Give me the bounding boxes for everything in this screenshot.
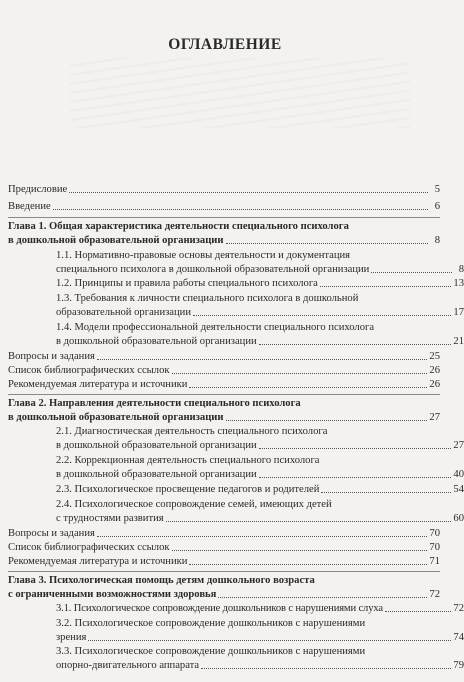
entry-label: 3.2. Психологическое сопровождение дошкольников с нарушениями	[56, 618, 366, 629]
page-number: 13	[453, 278, 464, 289]
leader-dots	[259, 447, 452, 449]
entry-label: 3.3. Психологическое сопровождение дошкольников с нарушениями	[56, 646, 366, 657]
entry-label: зрения	[56, 632, 87, 643]
chapter-heading-line: Глава 1. Общая характеристика деятельности специального психолога	[8, 221, 349, 232]
section-divider	[8, 394, 440, 395]
toc-chapter-2	[8, 397, 440, 425]
page-number: 8	[458, 264, 464, 275]
page-number: 26	[429, 365, 440, 376]
entry-label: Список библиографических ссылок	[8, 542, 170, 553]
page-number: 74	[453, 632, 464, 643]
leader-dots	[371, 271, 452, 273]
page-number: 72	[429, 589, 440, 600]
entry-label: 1.2. Принципы и правила работы специального психолога	[56, 278, 318, 289]
toc-entry-ch1-literature	[8, 378, 440, 392]
leader-dots	[189, 563, 427, 565]
toc-section-2-2	[32, 454, 464, 482]
toc-section-2-1	[32, 425, 464, 453]
entry-label: 1.1. Нормативно-правовые основы деятельности и документация	[56, 250, 351, 261]
page-number: 71	[429, 556, 440, 567]
leader-dots	[69, 191, 428, 193]
toc-chapter-1	[8, 220, 440, 248]
entry-label: Предисловие	[8, 184, 68, 195]
toc-section-3-1	[32, 602, 464, 616]
toc-section-2-3	[32, 483, 464, 497]
page-number: 17	[453, 307, 464, 318]
entry-label: в дошкольной образовательной организации	[56, 336, 257, 347]
page-number: 72	[453, 603, 464, 614]
leader-dots	[201, 667, 451, 669]
bleed-through-text	[70, 58, 410, 128]
page-number: 26	[429, 379, 440, 390]
page-number: 27	[453, 440, 464, 451]
toc-section-3-3	[32, 645, 464, 673]
entry-label: 2.3. Психологическое просвещение педагогов и родителей	[56, 484, 320, 495]
page-title: ОГЛАВЛЕНИЕ	[168, 36, 282, 53]
leader-dots	[259, 476, 452, 478]
page-number: 25	[429, 351, 440, 362]
chapter-heading-line: в дошкольной образовательной организации	[8, 235, 224, 246]
toc-entry-introduction	[8, 200, 440, 214]
entry-label: в дошкольной образовательной организации	[56, 469, 257, 480]
entry-label: 3.1. Психологическое сопровождение дошкольников с нарушениями слуха	[56, 603, 383, 614]
toc-section-1-3	[32, 292, 464, 320]
leader-dots	[53, 208, 428, 210]
page-number: 40	[453, 469, 464, 480]
page-number: 5	[434, 184, 440, 195]
toc-entry-ch2-refs	[8, 541, 440, 555]
leader-dots	[218, 596, 427, 598]
toc-section-1-1	[32, 249, 464, 277]
page-number: 54	[453, 484, 464, 495]
chapter-heading-line: в дошкольной образовательной организации	[8, 412, 224, 423]
section-divider	[8, 217, 440, 218]
page-number: 70	[429, 542, 440, 553]
entry-label: 2.1. Диагностическая деятельность специального психолога	[56, 426, 328, 437]
entry-label: Список библиографических ссылок	[8, 365, 170, 376]
leader-dots	[172, 549, 428, 551]
leader-dots	[320, 285, 452, 287]
leader-dots	[226, 419, 428, 421]
leader-dots	[321, 491, 451, 493]
leader-dots	[172, 372, 428, 374]
entry-label: Вопросы и задания	[8, 528, 95, 539]
section-divider	[8, 571, 440, 572]
entry-label: 1.4. Модели профессиональной деятельности специального психолога	[56, 322, 375, 333]
entry-label: Рекомендуемая литература и источники	[8, 556, 188, 567]
entry-label: 2.4. Психологическое сопровождение семей, имеющих детей	[56, 499, 332, 510]
page-number: 27	[429, 412, 440, 423]
toc-section-2-4	[32, 498, 464, 526]
toc-entry-preface	[8, 183, 440, 197]
leader-dots	[193, 314, 451, 316]
entry-label: с трудностями развития	[56, 513, 164, 524]
toc-entry-ch1-refs	[8, 364, 440, 378]
entry-label: в дошкольной образовательной организации	[56, 440, 257, 451]
leader-dots	[226, 242, 428, 244]
page-number: 79	[453, 660, 464, 671]
entry-label: Рекомендуемая литература и источники	[8, 379, 188, 390]
leader-dots	[189, 386, 427, 388]
page-number: 60	[453, 513, 464, 524]
leader-dots	[259, 343, 452, 345]
toc-chapter-3	[8, 574, 440, 602]
entry-label: специального психолога в дошкольной образовательной организации	[56, 264, 370, 275]
toc-entry-ch1-tasks	[8, 350, 440, 364]
toc-section-3-2	[32, 617, 464, 645]
leader-dots	[97, 535, 428, 537]
page-number: 8	[434, 235, 440, 246]
page-number: 70	[429, 528, 440, 539]
entry-label: образовательной организации	[56, 307, 192, 318]
chapter-heading-line: Глава 2. Направления деятельности специального психолога	[8, 398, 301, 409]
entry-label: Вопросы и задания	[8, 351, 95, 362]
toc-section-1-2	[32, 277, 464, 291]
toc-entry-ch2-tasks	[8, 527, 440, 541]
chapter-heading-line: с ограниченными возможностями здоровья	[8, 589, 217, 600]
entry-label: 1.3. Требования к личности специального психолога в дошкольной	[56, 293, 359, 304]
entry-label: опорно-двигательного аппарата	[56, 660, 200, 671]
chapter-heading-line: Глава 3. Психологическая помощь детям дошкольного возраста	[8, 575, 315, 586]
leader-dots	[88, 639, 451, 641]
toc-entry-ch2-literature	[8, 555, 440, 569]
entry-label: 2.2. Коррекционная деятельность специального психолога	[56, 455, 320, 466]
entry-label: Введение	[8, 201, 51, 212]
page-number: 21	[453, 336, 464, 347]
page-number: 6	[434, 201, 440, 212]
leader-dots	[166, 520, 452, 522]
toc-section-1-4	[32, 321, 464, 349]
leader-dots	[385, 610, 452, 612]
leader-dots	[97, 358, 428, 360]
